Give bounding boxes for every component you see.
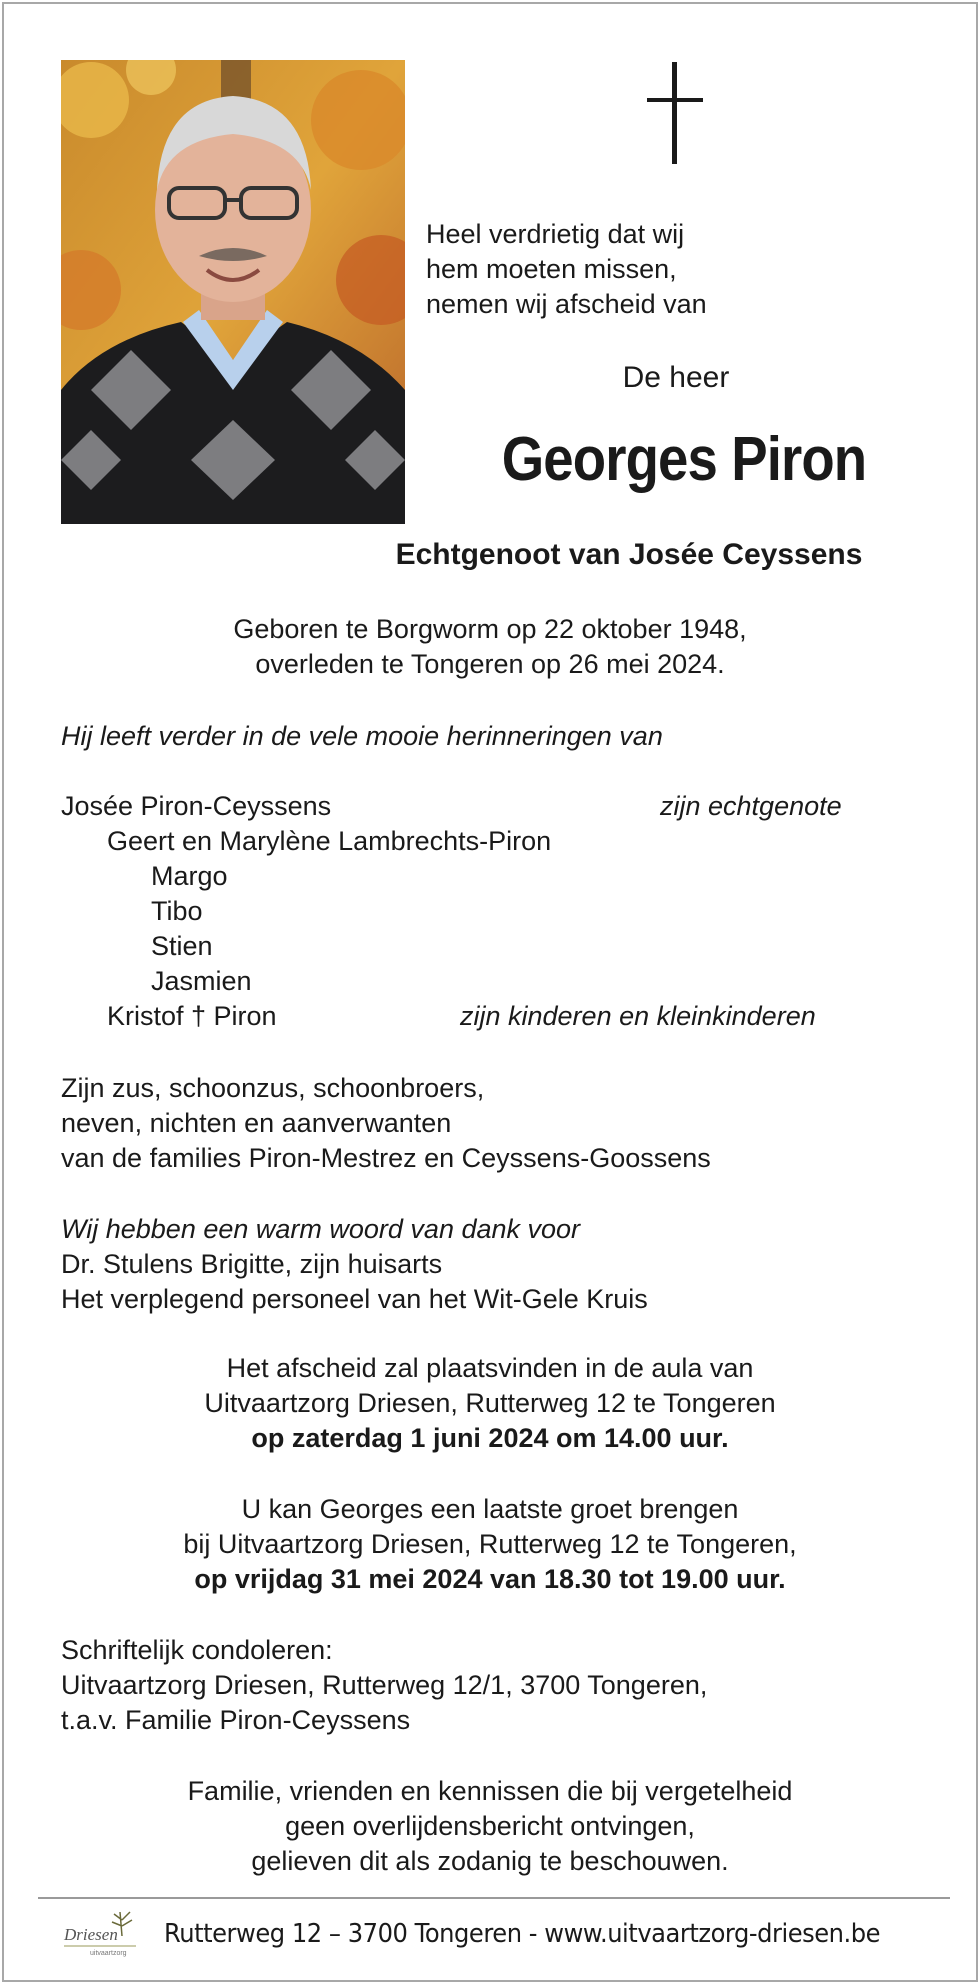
- birth-line: Geboren te Borgworm op 22 oktober 1948,: [233, 614, 747, 644]
- spouse-line: Echtgenoot van Josée Ceyssens: [395, 538, 863, 571]
- honorific: De heer: [622, 361, 730, 394]
- logo-text: Driesen: [64, 1925, 118, 1944]
- condolences-line: t.a.v. Familie Piron-Ceyssens: [61, 1705, 411, 1735]
- thanks-text: [61, 1212, 648, 1317]
- death-line: overleden te Tongeren op 26 mei 2024.: [255, 649, 725, 679]
- relatives-line: van de families Piron-Mestrez en Ceyssens-Goossens: [61, 1143, 711, 1173]
- relatives-line: Zijn zus, schoonzus, schoonbroers,: [61, 1073, 485, 1103]
- family-member: Tibo: [151, 896, 203, 926]
- intro-line: nemen wij afscheid van: [426, 289, 707, 319]
- condolences-text: [61, 1633, 707, 1738]
- obituary-card: [2, 2, 978, 1982]
- funeral-text: [4, 1351, 976, 1456]
- visit-datetime: op vrijdag 31 mei 2024 van 18.30 tot 19.00 uur.: [194, 1564, 786, 1594]
- funeral-line: Het afscheid zal plaatsvinden in de aula van: [226, 1353, 754, 1383]
- intro-line: hem moeten missen,: [426, 254, 677, 284]
- funeral-datetime: op zaterdag 1 juni 2024 om 14.00 uur.: [251, 1423, 729, 1453]
- closing-line: Familie, vrienden en kennissen die bij vergetelheid: [187, 1776, 793, 1806]
- cross-icon: [647, 62, 703, 164]
- family-member: Stien: [151, 931, 213, 961]
- thanks-line: Dr. Stulens Brigitte, zijn huisarts: [61, 1249, 443, 1279]
- intro-text: [426, 217, 707, 322]
- relatives-text: [61, 1071, 711, 1176]
- intro-line: Heel verdrietig dat wij: [426, 219, 685, 249]
- family-member: Josée Piron-Ceyssens: [61, 791, 332, 821]
- birth-death-text: [4, 612, 976, 682]
- family-member: Kristof † Piron: [107, 1001, 277, 1031]
- visit-text: [4, 1492, 976, 1597]
- memory-intro: Hij leeft verder in de vele mooie herinneringen van: [61, 721, 663, 751]
- driesen-logo: [62, 1906, 144, 1962]
- condolences-line: Uitvaartzorg Driesen, Rutterweg 12/1, 3700 Tongeren,: [61, 1670, 708, 1700]
- thanks-intro: Wij hebben een warm woord van dank voor: [61, 1214, 581, 1244]
- visit-line: bij Uitvaartzorg Driesen, Rutterweg 12 te Tongeren,: [183, 1529, 797, 1559]
- funeral-line: Uitvaartzorg Driesen, Rutterweg 12 te Tongeren: [204, 1388, 776, 1418]
- condolences-line: Schriftelijk condoleren:: [61, 1635, 333, 1665]
- portrait-photo: [61, 60, 405, 524]
- closing-text: [4, 1774, 976, 1879]
- relatives-line: neven, nichten en aanverwanten: [61, 1108, 452, 1138]
- visit-line: U kan Georges een laatste groet brengen: [241, 1494, 739, 1524]
- thanks-line: Het verplegend personeel van het Wit-Gele Kruis: [61, 1284, 648, 1314]
- family-member: Jasmien: [151, 966, 252, 996]
- family-relation: zijn kinderen en kleinkinderen: [460, 1001, 816, 1031]
- footer-address: Rutterweg 12 – 3700 Tongeren - www.uitvaartzorg-driesen.be: [164, 1919, 881, 1949]
- footer-divider: [38, 1897, 950, 1899]
- closing-line: gelieven dit als zodanig te beschouwen.: [251, 1846, 729, 1876]
- closing-line: geen overlijdensbericht ontvingen,: [285, 1811, 695, 1841]
- family-relation: zijn echtgenote: [660, 791, 842, 821]
- logo-subtext: uitvaartzorg: [90, 1950, 127, 1957]
- deceased-name: Georges Piron: [501, 425, 867, 494]
- family-member: Margo: [151, 861, 228, 891]
- family-member: Geert en Marylène Lambrechts-Piron: [107, 826, 552, 856]
